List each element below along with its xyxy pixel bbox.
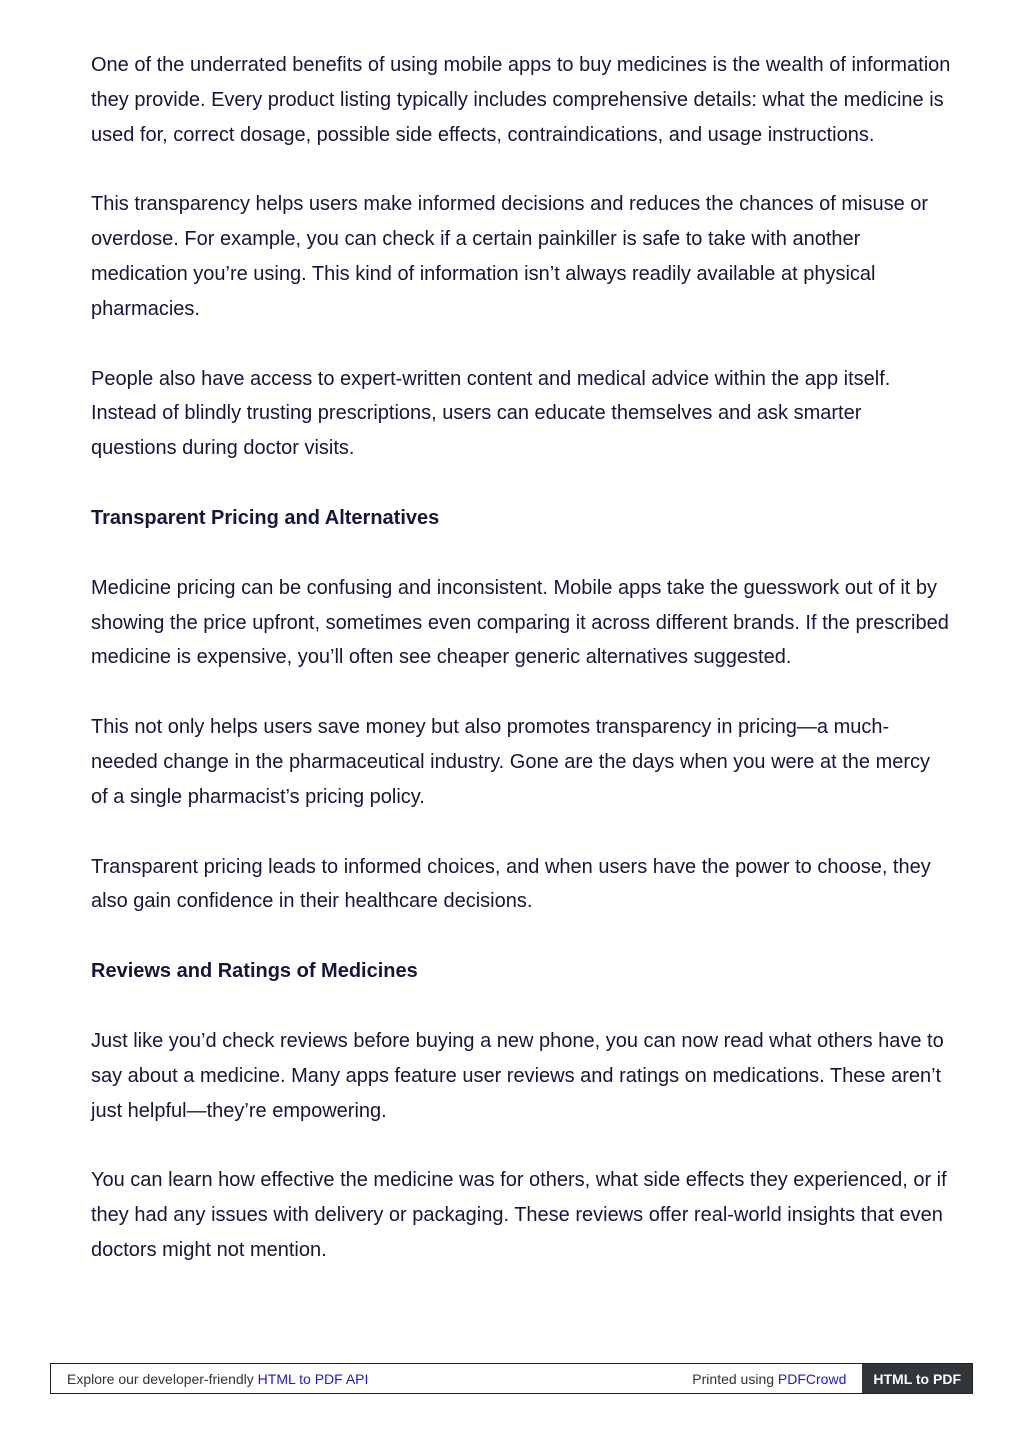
paragraph: People also have access to expert-written content and medical advice within the app itself. Instead of blindly trusting prescriptions, users can educate themselves and ask smarter questions during doctor visits.: [91, 367, 891, 460]
footer-explore-text: Explore our developer-friendly: [67, 1370, 258, 1387]
footer-explore: [51, 1371, 692, 1387]
section-heading-pricing: Transparent Pricing and Alternatives: [91, 506, 440, 529]
paragraph: This transparency helps users make informed decisions and reduces the chances of misuse or overdose. For example, you can check if a certain painkiller is safe to take with another medication you’re using. This kind of information isn’t always readily available at physical pharmacies.: [91, 193, 929, 320]
paragraph: This not only helps users save money but also promotes transparency in pricing—a much-needed change in the pharmaceutical industry. Gone are the days when you were at the mercy of a single pharmacist’s pricing policy.: [91, 716, 931, 808]
section-heading-reviews: Reviews and Ratings of Medicines: [91, 960, 418, 983]
paragraph: Transparent pricing leads to informed choices, and when users have the power to choose, they also gain confidence in their healthcare decisions.: [91, 855, 931, 913]
paragraph: Medicine pricing can be confusing and inconsistent. Mobile apps take the guesswork out of it by showing the price upfront, sometimes even comparing it across different brands. If the prescribed medicine is expensive, you’ll often see cheaper generic alternatives suggested.: [91, 576, 949, 669]
pdfcrowd-link[interactable]: PDFCrowd: [777, 1370, 847, 1387]
footer-printed-text: Printed using: [692, 1370, 778, 1387]
html-to-pdf-badge[interactable]: HTML to PDF: [862, 1364, 972, 1393]
html-to-pdf-api-link[interactable]: HTML to PDF API: [257, 1370, 369, 1387]
paragraph: Just like you’d check reviews before buying a new phone, you can now read what others have to say about a medicine. Many apps feature user reviews and ratings on medications. These aren’t just helpful—they’re empowering.: [91, 1029, 944, 1122]
pdf-footer-bar: [50, 1363, 973, 1394]
paragraph: You can learn how effective the medicine was for others, what side effects they experienced, or if they had any issues with delivery or packaging. These reviews offer real-world insights that even doctors might not mention.: [91, 1169, 947, 1261]
article-body: [91, 48, 951, 1303]
paragraph: One of the underrated benefits of using mobile apps to buy medicines is the wealth of information they provide. Every product listing typically includes comprehensive details: what the medicine is used for, correct dosage, possible side effects, contraindications, and usage instructions.: [91, 54, 951, 146]
footer-printed: [692, 1371, 862, 1387]
